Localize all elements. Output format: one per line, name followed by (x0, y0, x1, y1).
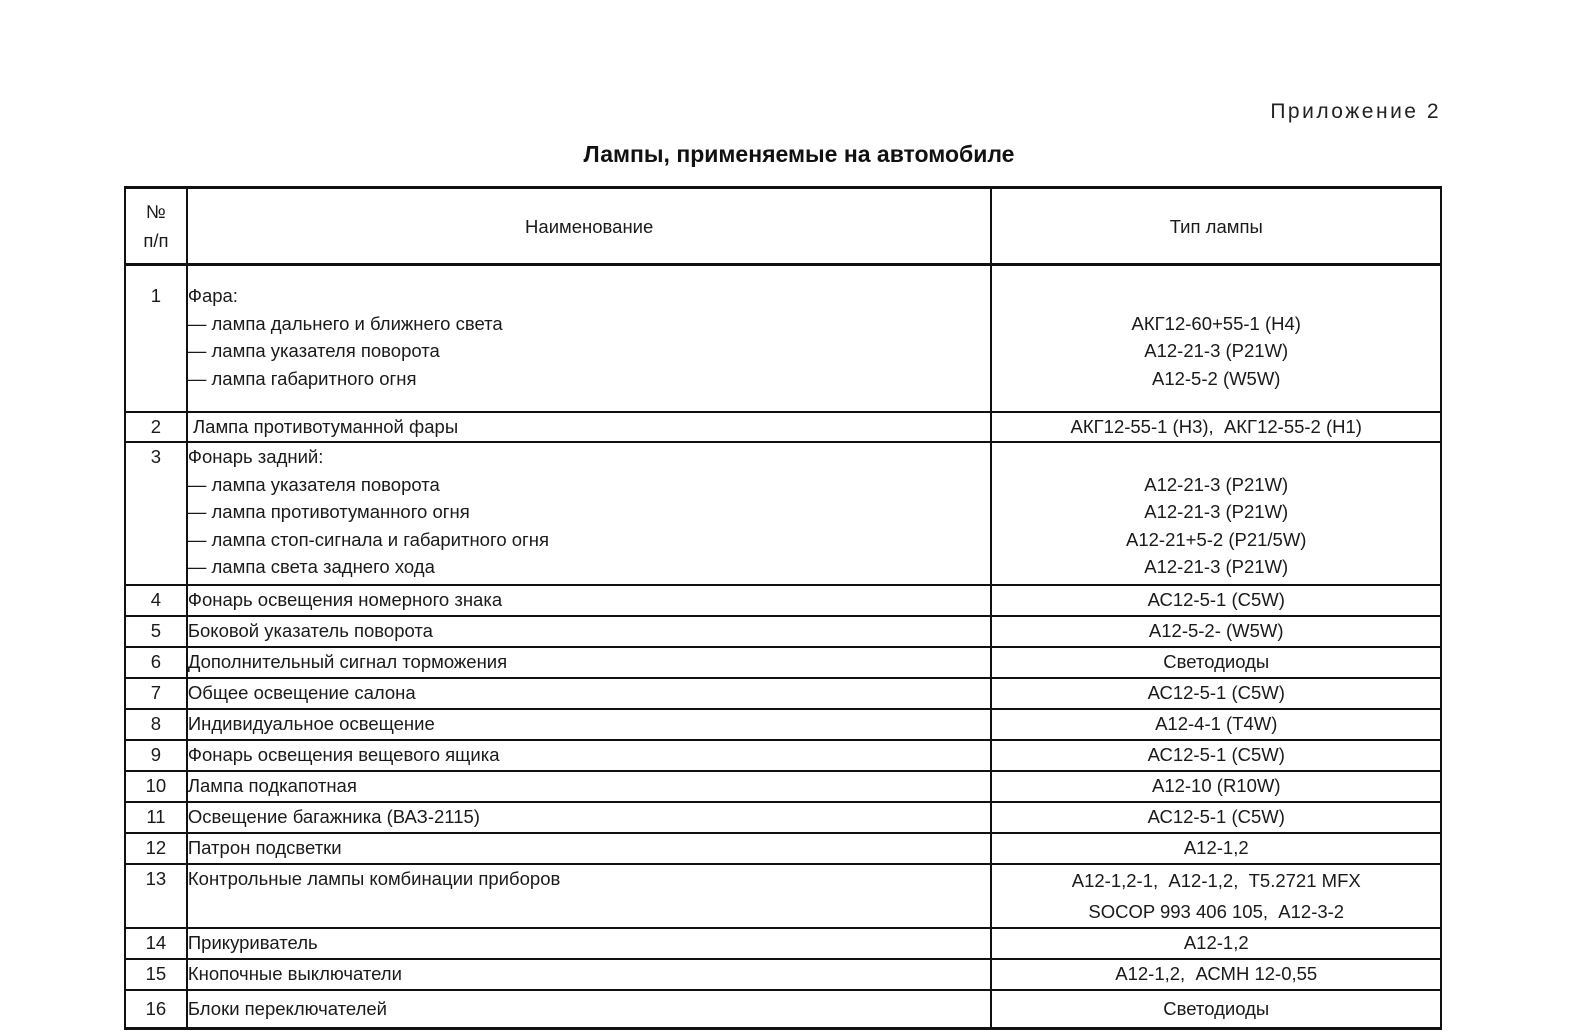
type-line: SOCOP 993 406 105, А12-3-2 (1088, 901, 1345, 922)
type-line (992, 443, 1440, 471)
type-line: А12-5-2 (W5W) (1151, 367, 1281, 389)
type-line: А12-21-3 (Р21W) (1144, 556, 1289, 577)
row-number: 7 (125, 678, 187, 709)
name-line: Фара: (187, 285, 238, 306)
row-lamp-type (991, 709, 1441, 740)
row-lamp-type (991, 959, 1441, 990)
row-lamp-type (991, 771, 1441, 802)
type-line: АКГ12-55-1 (Н3), АКГ12-55-2 (Н1) (1070, 416, 1362, 437)
row-number: 2 (125, 412, 187, 442)
row-number: 1 (125, 265, 187, 413)
row-name (187, 802, 992, 833)
name-line: Патрон подсветки (187, 837, 342, 858)
type-line: Светодиоды (1163, 998, 1270, 1020)
header-num-line: п/п (143, 230, 169, 251)
row-lamp-type (991, 740, 1441, 771)
row-number: 11 (125, 802, 187, 833)
name-line: Боковой указатель поворота (187, 620, 433, 641)
row-lamp-type (991, 647, 1441, 678)
name-line: Фонарь задний: (187, 446, 324, 467)
type-line: А12-1,2 (1183, 837, 1249, 858)
type-line: А12-1,2 (1183, 932, 1249, 953)
type-line: А12-10 (R10W) (1151, 775, 1281, 796)
row-number: 14 (125, 928, 187, 959)
table-row (125, 990, 1441, 1029)
table-row (125, 265, 1441, 413)
name-line: — лампа указателя поворота (187, 340, 440, 361)
row-name (187, 442, 992, 585)
type-line (992, 282, 1440, 310)
row-number: 4 (125, 585, 187, 616)
header-type: Тип лампы (991, 188, 1441, 265)
type-line: АКГ12-60+55-1 (Н4) (1131, 312, 1301, 334)
row-name (187, 647, 992, 678)
row-lamp-type (991, 442, 1441, 585)
type-line: АС12-5-1 (С5W) (1147, 682, 1285, 703)
row-number: 10 (125, 771, 187, 802)
page-title: Лампы, применяемые на автомобиле (583, 141, 1015, 167)
name-line: Лампа противотуманной фары (187, 416, 459, 437)
row-name (187, 771, 992, 802)
table-row (125, 647, 1441, 678)
row-number: 16 (125, 990, 187, 1029)
row-number: 9 (125, 740, 187, 771)
row-number: 5 (125, 616, 187, 647)
row-lamp-type (991, 412, 1441, 442)
name-line: Кнопочные выключатели (187, 963, 402, 984)
type-line: А12-21+5-2 (Р21/5W) (1126, 528, 1307, 550)
header-name: Наименование (187, 188, 992, 265)
row-name (187, 709, 992, 740)
table-row (125, 771, 1441, 802)
row-name (187, 585, 992, 616)
header-num-line: № (146, 201, 166, 222)
name-line: Блоки переключателей (187, 998, 387, 1020)
header-row (125, 188, 1441, 265)
table-row (125, 928, 1441, 959)
appendix-label: Приложение 2 (1270, 100, 1441, 123)
table-body (125, 265, 1441, 1029)
row-lamp-type (991, 864, 1441, 928)
row-name (187, 412, 992, 442)
type-line: А12-1,2-1, А12-1,2, Т5.2721 MFX (1071, 870, 1361, 891)
row-number: 3 (125, 442, 187, 585)
name-line: — лампа света заднего хода (187, 556, 435, 577)
name-line: — лампа дальнего и ближнего света (187, 312, 503, 334)
table-row (125, 802, 1441, 833)
name-line: Общее освещение салона (187, 682, 416, 703)
table-row (125, 864, 1441, 928)
row-lamp-type (991, 802, 1441, 833)
row-lamp-type (991, 585, 1441, 616)
type-line: А12-4-1 (Т4W) (1155, 713, 1278, 734)
row-number: 15 (125, 959, 187, 990)
row-lamp-type (991, 616, 1441, 647)
type-line: А12-21-3 (Р21W) (1144, 340, 1289, 361)
row-number: 6 (125, 647, 187, 678)
row-name (187, 928, 992, 959)
row-lamp-type (991, 990, 1441, 1029)
table-row (125, 678, 1441, 709)
row-number: 8 (125, 709, 187, 740)
row-lamp-type (991, 678, 1441, 709)
row-lamp-type (991, 265, 1441, 413)
type-line: АС12-5-1 (С5W) (1147, 744, 1285, 765)
row-name (187, 864, 992, 928)
type-line: А12-21-3 (Р21W) (1144, 473, 1289, 495)
name-line: Освещение багажника (ВАЗ-2115) (187, 806, 480, 827)
lamps-table (124, 186, 1442, 1030)
row-name (187, 616, 992, 647)
table-row (125, 709, 1441, 740)
type-line: А12-1,2, АСМН 12-0,55 (1115, 963, 1318, 984)
table-row (125, 412, 1441, 442)
type-line: Светодиоды (1163, 651, 1270, 672)
table-header (125, 188, 1441, 265)
name-line: Фонарь освещения номерного знака (187, 589, 503, 610)
row-lamp-type (991, 833, 1441, 864)
name-line: — лампа габаритного огня (187, 367, 417, 389)
type-line: АС12-5-1 (С5W) (1147, 589, 1285, 610)
row-name (187, 740, 992, 771)
table-row (125, 616, 1441, 647)
row-number: 12 (125, 833, 187, 864)
type-line: А12-5-2- (W5W) (1148, 620, 1284, 641)
row-name (187, 678, 992, 709)
type-line: А12-21-3 (Р21W) (1144, 501, 1289, 522)
name-line: — лампа противотуманного огня (187, 501, 470, 522)
table-row (125, 959, 1441, 990)
table-row (125, 833, 1441, 864)
name-line: Прикуриватель (187, 932, 318, 953)
row-name (187, 265, 992, 413)
name-line: Дополнительный сигнал торможения (187, 651, 508, 672)
name-line: Фонарь освещения вещевого ящика (187, 744, 500, 765)
name-line: — лампа указателя поворота (187, 473, 440, 495)
row-name (187, 833, 992, 864)
table-row (125, 740, 1441, 771)
row-name (187, 959, 992, 990)
type-line: АС12-5-1 (С5W) (1147, 806, 1285, 827)
table-row (125, 442, 1441, 585)
row-number: 13 (125, 864, 187, 928)
name-line: — лампа стоп-сигнала и габаритного огня (187, 528, 550, 550)
row-lamp-type (991, 928, 1441, 959)
header-num (125, 188, 187, 265)
name-line: Контрольные лампы комбинации приборов (187, 868, 561, 889)
row-name (187, 990, 992, 1029)
name-line: Индивидуальное освещение (187, 713, 435, 734)
table-row (125, 585, 1441, 616)
name-line: Лампа подкапотная (187, 775, 357, 796)
